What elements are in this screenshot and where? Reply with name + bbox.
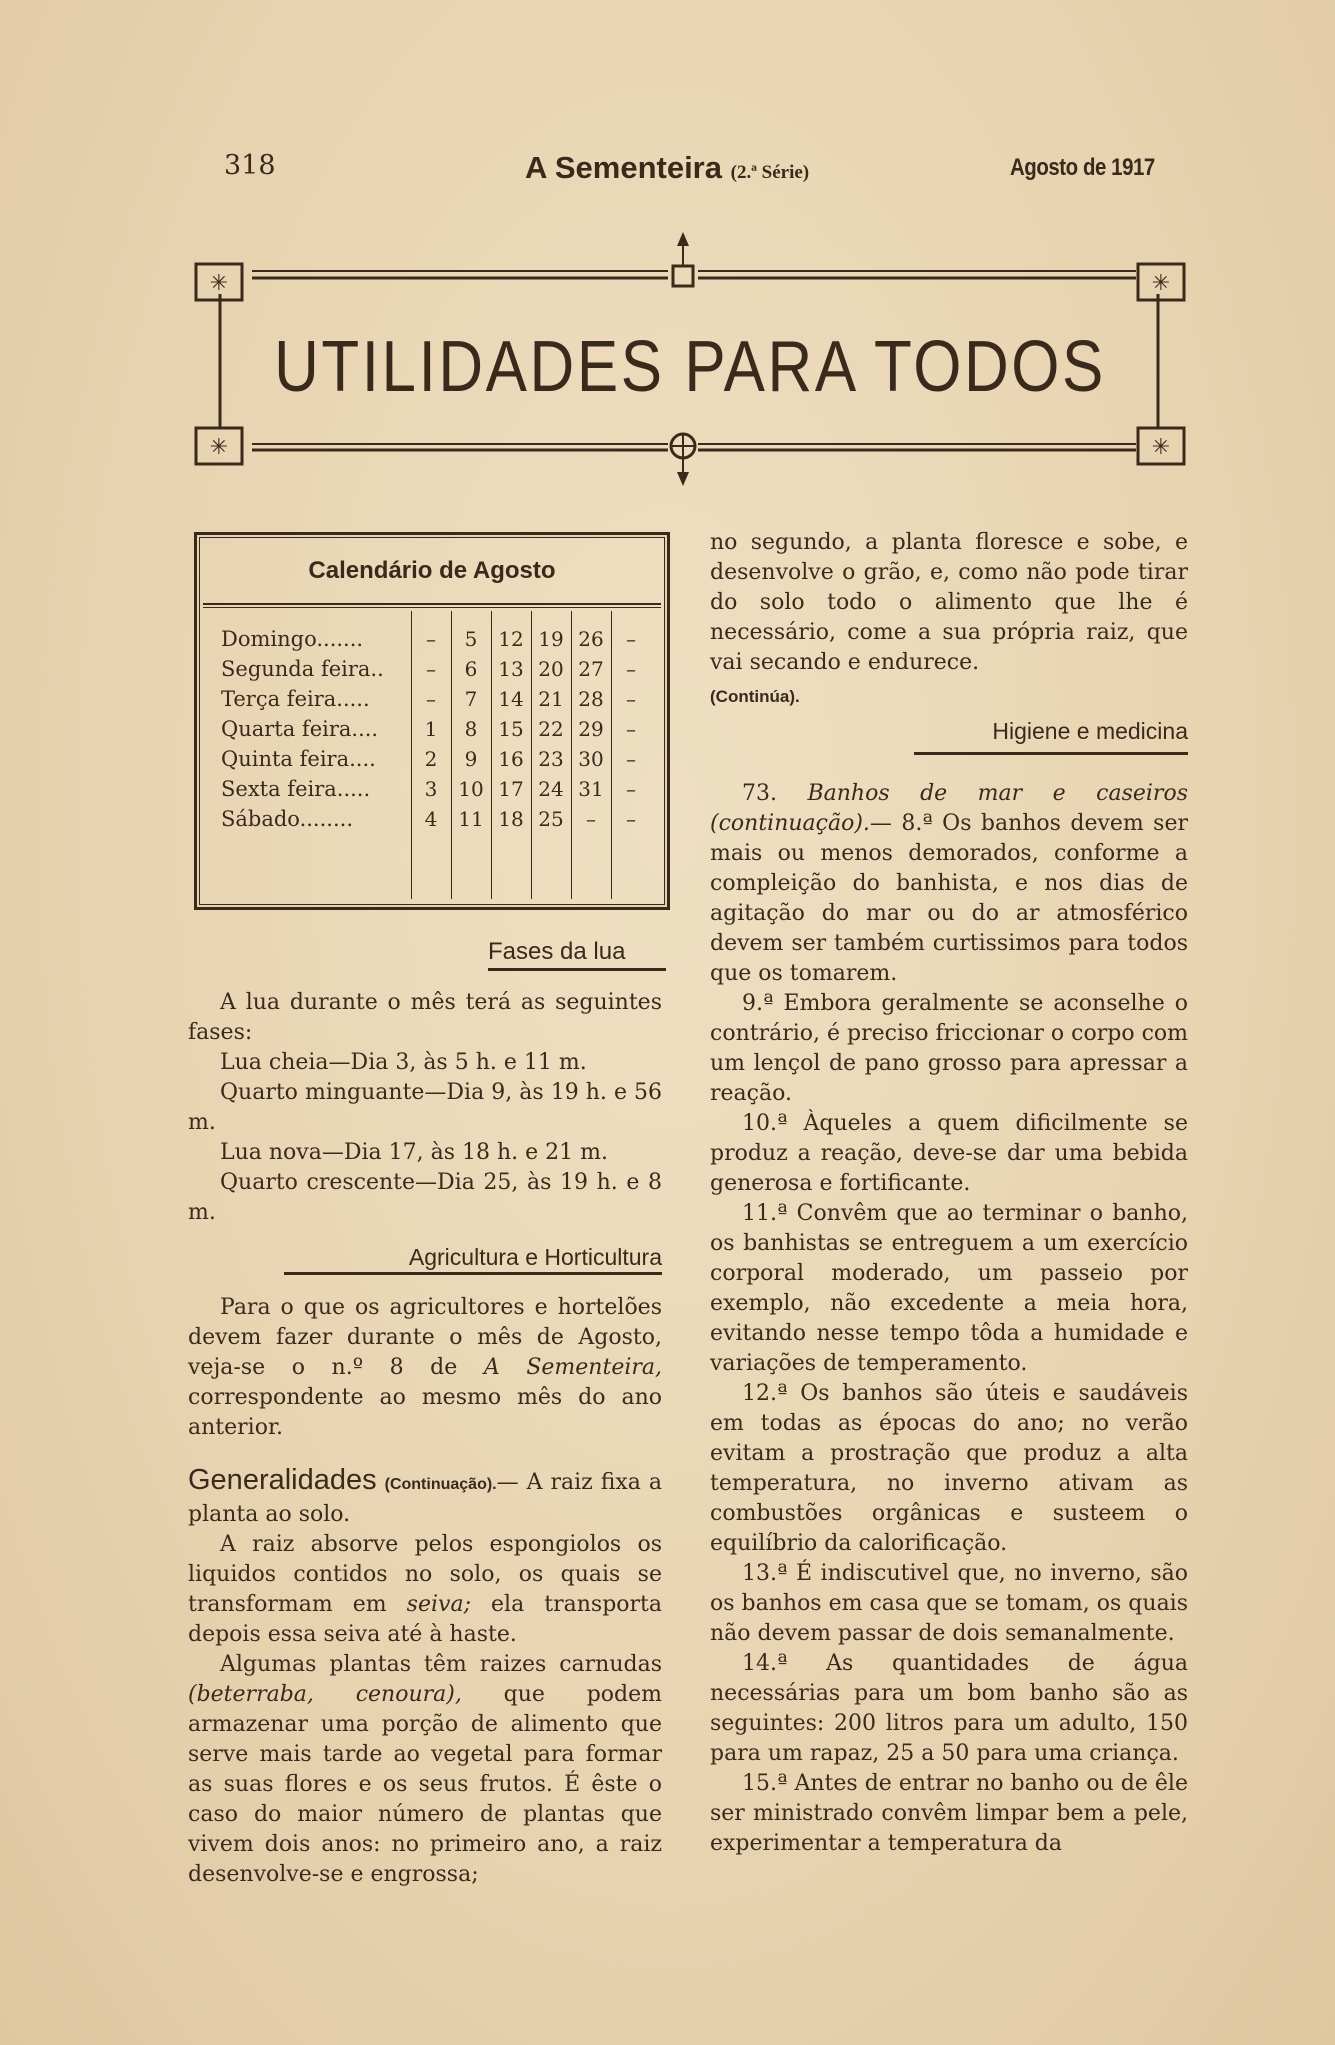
heading-underline xyxy=(488,968,666,971)
calendar-day-cell: 20 xyxy=(538,657,564,681)
calendar-row xyxy=(221,807,636,837)
item-10: 10.ª Àqueles a quem dificilmente se produz a reação, deve-se dar uma bebida generosa e fortificante. xyxy=(710,1111,1188,1196)
weekday-label: Quarta feira.... xyxy=(221,717,379,741)
calendar-day-cell: 1 xyxy=(424,717,438,741)
weekday-label: Domingo....... xyxy=(221,627,364,651)
calendar-rule xyxy=(203,603,661,605)
calendar-day-cell: 31 xyxy=(578,777,604,801)
moon-phases-intro: A lua durante o mês terá as seguintes fases: xyxy=(188,990,662,1045)
calendar-day-cell: 25 xyxy=(538,807,564,831)
calendar-day-cell: 2 xyxy=(424,747,438,771)
calendar-day-cell: – xyxy=(626,717,636,741)
moon-phase-full: Lua cheia—Dia 3, às 5 h. e 11 m. xyxy=(220,1050,587,1075)
calendar-day-cell: – xyxy=(426,657,436,681)
moon-phase-new: Lua nova—Dia 17, às 18 h. e 21 m. xyxy=(220,1140,609,1165)
calendar-day-cell: 5 xyxy=(464,627,478,651)
item-12: 12.ª Os banhos são úteis e saudáveis em todas as épocas do ano; no verão evitam a prostração que produz a alta temperatura, no inverno ativam as combustões orgânicas e susteem o equilíbrio da calorificação. xyxy=(710,1381,1188,1556)
paragraph: no segundo, a planta floresce e sobe, e desenvolve o grão, e, como não pode tirar do solo todo o alimento que lhe é necessário, come a sua própria raiz, que vai secando e endurece. xyxy=(710,530,1188,675)
paragraph-text: ela transporta depois essa seiva até à haste. xyxy=(188,1592,662,1647)
calendar-day-cell: 21 xyxy=(538,687,564,711)
calendar-day-cell: 8 xyxy=(464,717,478,741)
item-9: 9.ª Embora geralmente se aconselhe o contrário, é preciso friccionar o corpo com um lençol de pano grosso para apressar a reação. xyxy=(710,991,1188,1106)
running-header xyxy=(0,150,1335,190)
paragraph xyxy=(188,1530,662,1650)
calendar-day-cell: – xyxy=(626,657,636,681)
calendar-row xyxy=(221,747,636,777)
weekday-label: Quinta feira.... xyxy=(221,747,376,771)
calendar-day-cell: 11 xyxy=(458,807,484,831)
svg-text:✳: ✳ xyxy=(1151,271,1171,296)
agriculture-paragraph xyxy=(188,1293,662,1443)
calendar-day-cell: 6 xyxy=(464,657,478,681)
weekday-label: Terça feira..... xyxy=(221,687,370,711)
generalities-paragraph xyxy=(188,1465,662,1530)
weekday-label: Sexta feira..... xyxy=(221,777,371,801)
emphasis: (beterraba, cenoura), xyxy=(188,1682,462,1707)
agriculture-heading: Agricultura e Horticultura xyxy=(408,1244,662,1270)
calendar-day-cell: 18 xyxy=(498,807,524,831)
weekday-label: Segunda feira.. xyxy=(221,657,384,681)
calendar-day-cell: 22 xyxy=(538,717,564,741)
left-column xyxy=(188,988,662,1890)
calendar-table xyxy=(194,532,670,910)
calendar-row xyxy=(221,687,636,717)
continuation-label: (Continuação). xyxy=(384,1476,497,1493)
calendar-row xyxy=(221,717,636,747)
right-column xyxy=(710,528,1188,1859)
calendar-day-cell: 28 xyxy=(578,687,604,711)
continuation-label: (Continúa). xyxy=(710,687,800,706)
moon-phases-heading: Fases da lua xyxy=(488,938,626,965)
calendar-row xyxy=(221,657,636,687)
calendar-day-cell: 9 xyxy=(464,747,478,771)
calendar-row xyxy=(221,627,636,657)
paragraph-text: Algumas plantas têm raizes carnudas xyxy=(220,1652,662,1677)
item-13: 13.ª É indiscutivel que, no inverno, são os banhos em casa que se tomam, os quais não devem passar de dois semanalmente. xyxy=(710,1561,1189,1646)
calendar-day-cell: – xyxy=(626,747,636,771)
svg-text:✳: ✳ xyxy=(209,271,229,296)
journal-title xyxy=(525,150,809,186)
calendar-day-cell: – xyxy=(426,627,436,651)
calendar-day-cell: 24 xyxy=(538,777,564,801)
calendar-day-cell: 13 xyxy=(498,657,524,681)
journal-title-text: A Sementeira xyxy=(525,150,722,185)
calendar-day-cell: – xyxy=(626,807,636,831)
agriculture-text: correspondente ao mesmo mês do ano anterior. xyxy=(188,1385,662,1440)
generalities-title: Generalidades xyxy=(188,1464,377,1496)
calendar-day-cell: – xyxy=(626,627,636,651)
issue-date: Agosto de 1917 xyxy=(1010,154,1155,181)
item-text: — 8.ª Os banhos devem ser mais ou menos demorados, conforme a compleição do banhista, e nos dias de agitação do mar ou do ar atmosférico devem ser também curtissimos para todos que os tomarem. xyxy=(710,811,1188,986)
calendar-title: Calendário de Agosto xyxy=(308,557,556,584)
calendar-day-cell: 14 xyxy=(498,687,524,711)
calendar-day-cell: 29 xyxy=(578,717,604,741)
heading-underline xyxy=(284,1272,662,1275)
item-14: 14.ª As quantidades de água necessárias para um bom banho são as seguintes: 200 litros para um adulto, 150 para um rapaz, 25 a 50 para uma criança. xyxy=(710,1651,1188,1766)
calendar-day-cell: 17 xyxy=(498,777,524,801)
calendar-day-cell: 26 xyxy=(578,627,604,651)
calendar-day-cell: 7 xyxy=(464,687,478,711)
calendar-day-cell: 15 xyxy=(498,717,524,741)
calendar-day-cell: – xyxy=(426,687,436,711)
paragraph-text: que podem armazenar uma porção de alimento que serve mais tarde ao vegetal para formar as suas flores e os seus frutos. É êste o caso do maior número de plantas que vivem dois anos: no primeiro ano, a raiz desenvolve-se e engrossa; xyxy=(188,1682,662,1887)
weekday-label: Sábado........ xyxy=(221,807,353,831)
calendar-day-cell: 10 xyxy=(458,777,484,801)
paragraph xyxy=(188,1650,662,1890)
calendar-day-cell: 16 xyxy=(498,747,524,771)
item-title: Banhos de mar e caseiros (continuação). xyxy=(710,781,1188,836)
calendar-day-cell: 19 xyxy=(538,627,564,651)
banner-title: UTILIDADES PARA TODOS xyxy=(274,327,1106,407)
item-15: 15.ª Antes de entrar no banho ou de êle ser ministrado convêm limpar bem a pele, experimentar a temperatura da xyxy=(710,1771,1188,1856)
journal-reference: A Sementeira, xyxy=(483,1355,663,1380)
calendar-day-cell: – xyxy=(586,807,596,831)
moon-phase-first-quarter: Quarto crescente—Dia 25, às 19 h. e 8 m. xyxy=(188,1170,662,1225)
calendar-day-cell: 3 xyxy=(424,777,438,801)
svg-text:✳: ✳ xyxy=(1151,435,1171,460)
hygiene-heading: Higiene e medicina xyxy=(992,718,1188,744)
svg-text:✳: ✳ xyxy=(209,435,229,460)
calendar-row xyxy=(221,777,636,807)
calendar-day-cell: 30 xyxy=(578,747,604,771)
calendar-day-cell: 4 xyxy=(424,807,438,831)
item-73 xyxy=(710,779,1188,989)
calendar-day-cell: 23 xyxy=(538,747,564,771)
item-11: 11.ª Convêm que ao terminar o banho, os banhistas se entreguem a um exercício corporal moderado, um passeio por exemplo, não excedente a meia hora, evitando nesse tempo tôda a humidade e variações de temperamento. xyxy=(710,1201,1188,1376)
calendar-day-cell: – xyxy=(626,777,636,801)
emphasis: seiva; xyxy=(406,1592,471,1617)
series-label: (2.ª Série) xyxy=(730,162,810,183)
moon-phase-last-quarter: Quarto minguante—Dia 9, às 19 h. e 56 m. xyxy=(188,1080,662,1135)
calendar-day-cell: 27 xyxy=(578,657,604,681)
generalities-text: — A raiz fixa a planta ao solo. xyxy=(188,1470,662,1527)
heading-underline xyxy=(914,752,1188,755)
page-number: 318 xyxy=(224,150,276,181)
item-number: 73. xyxy=(742,781,808,806)
section-banner xyxy=(192,232,1188,492)
paragraph-text: A raiz absorve pelos espongiolos os liquidos contidos no solo, os quais se transformam em xyxy=(188,1532,662,1617)
calendar-day-cell: – xyxy=(626,687,636,711)
calendar-rule-thin xyxy=(203,607,661,608)
agriculture-text: Para o que os agricultores e hortelões devem fazer durante o mês de Agosto, veja-se o n.º 8 de xyxy=(188,1295,662,1380)
calendar-day-cell: 12 xyxy=(498,627,524,651)
